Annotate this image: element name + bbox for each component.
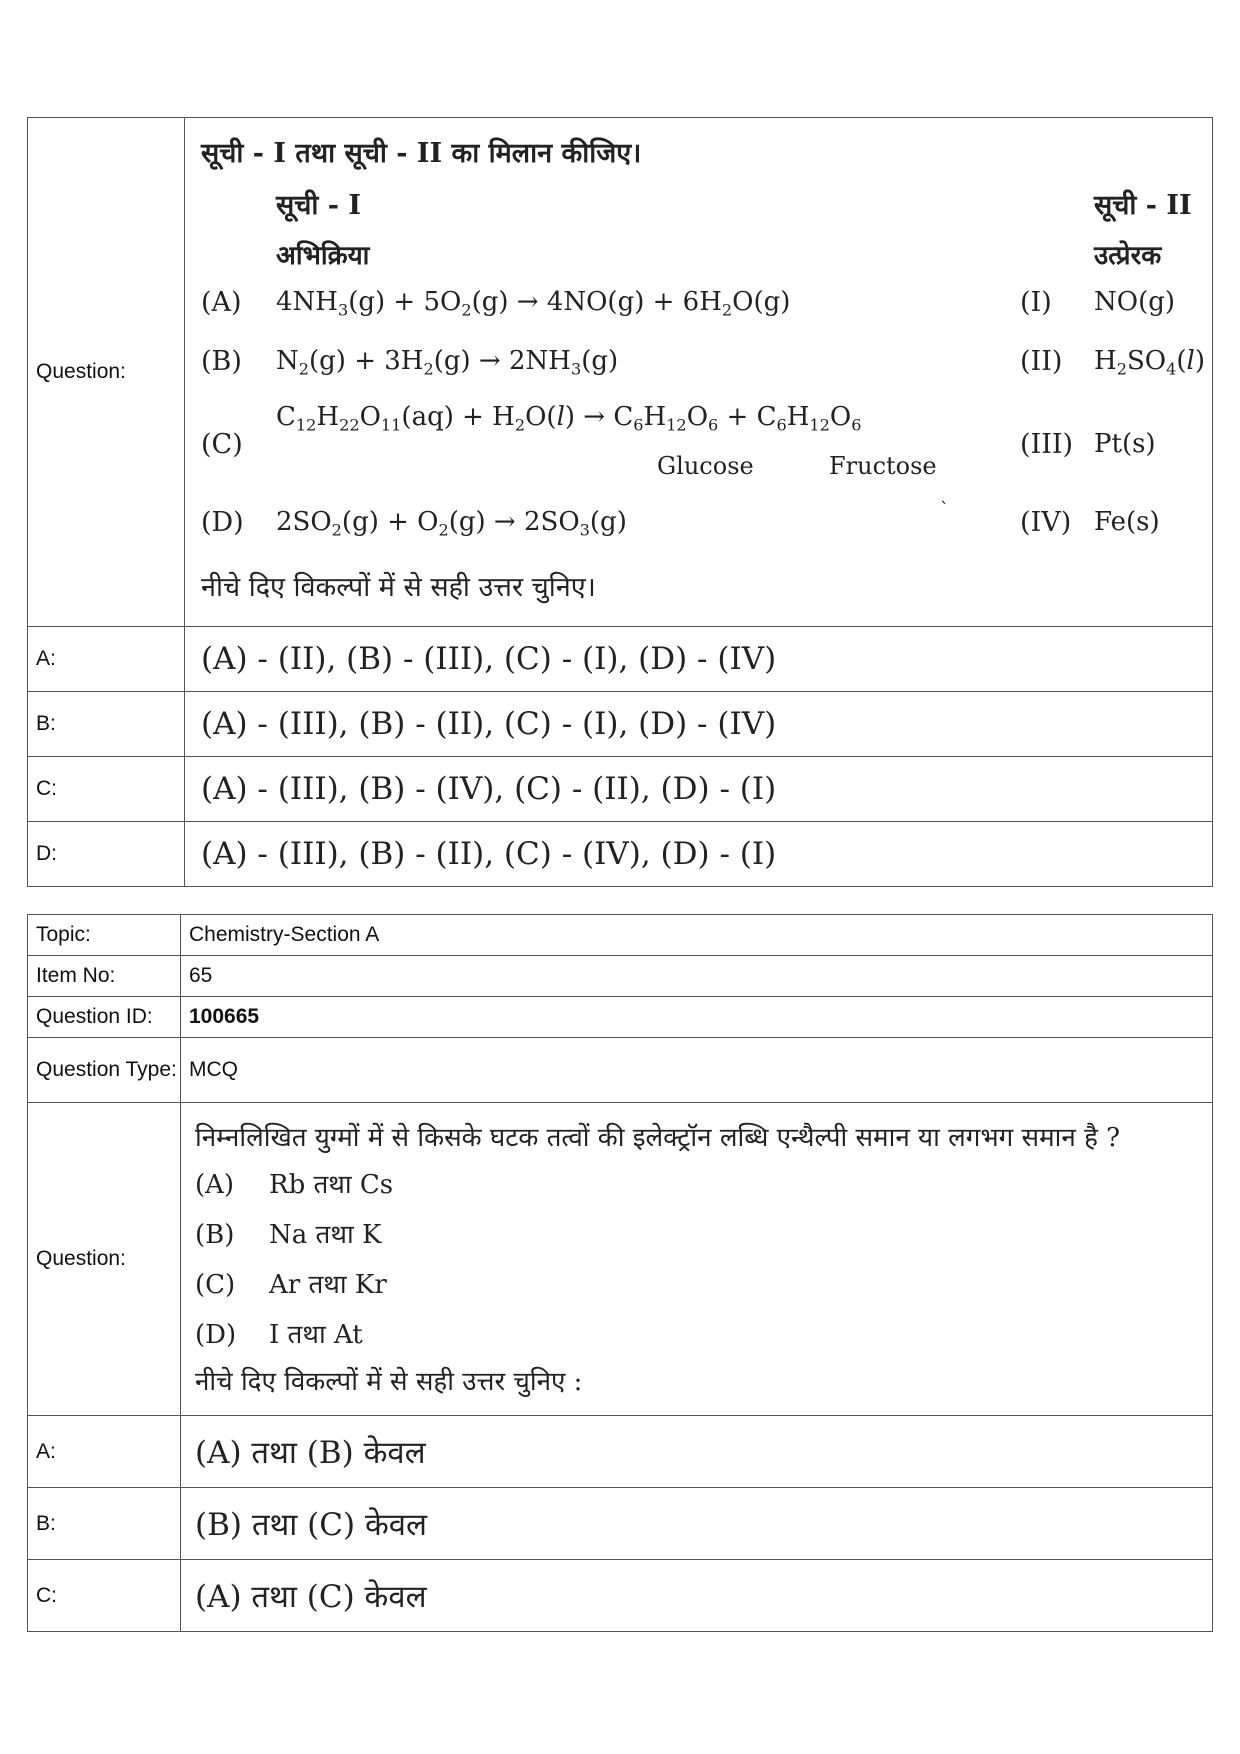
row-c-label: (C) [201, 428, 243, 460]
list1-title: सूची - I [276, 189, 362, 221]
pair-c: (C) Ar तथा Kr [195, 1270, 387, 1300]
question-label-2: Question: [28, 1103, 181, 1416]
row-iii-label: (III) [1020, 428, 1074, 460]
question-table-2 [27, 914, 1213, 1632]
option-c-text-2[interactable]: (A) तथा (C) केवल [181, 1560, 1213, 1632]
list2-title: सूची - II [1094, 189, 1192, 221]
option-a-text[interactable]: (A) - (II), (B) - (III), (C) - (I), (D) - (IV) [185, 627, 1213, 692]
option-c-label: C: [28, 757, 185, 822]
option-b-text[interactable]: (A) - (III), (B) - (II), (C) - (I), (D) - (IV) [185, 692, 1213, 757]
stray-mark: ` [940, 498, 949, 520]
fructose-label: Fructose [829, 451, 937, 480]
question-instruction: सूची - I तथा सूची - II का मिलान कीजिए। [201, 137, 642, 169]
question-type-value: MCQ [181, 1038, 1213, 1103]
reaction-c: $C_{12}H_{22}O_{11}(aq) + H_2O(l) \to C_6H_{12}O_6 + C_6H_{12}O_6$ [276, 401, 862, 435]
option-a-label-2: A: [28, 1416, 181, 1488]
list2-subtitle: उत्प्रेरक [1094, 240, 1162, 271]
question-content-2 [181, 1103, 1213, 1416]
option-a-label: A: [28, 627, 185, 692]
option-a-text-2[interactable]: (A) तथा (B) केवल [181, 1416, 1213, 1488]
item-no-value: 65 [181, 956, 1213, 997]
question-label: Question: [28, 118, 185, 627]
option-c-label-2: C: [28, 1560, 181, 1632]
pair-b: (B) Na तथा K [195, 1220, 382, 1250]
list1-subtitle: अभिक्रिया [276, 240, 370, 271]
glucose-label: Glucose [657, 451, 754, 480]
question-footer: नीचे दिए विकल्पों में से सही उत्तर चुनिए। [201, 571, 596, 603]
option-d-text[interactable]: (A) - (III), (B) - (II), (C) - (IV), (D) - (I) [185, 822, 1213, 887]
option-b-label-2: B: [28, 1488, 181, 1560]
topic-value: Chemistry-Section A [181, 915, 1213, 956]
row-d-label: (D) [201, 506, 244, 538]
question-table-1 [27, 117, 1213, 887]
reaction-d: $2SO_2(g) + O_2(g) \to 2SO_3(g)$ [276, 506, 627, 540]
item-no-label: Item No: [28, 956, 181, 997]
question-stem: निम्नलिखित युग्मों में से किसके घटक तत्वों की इलेक्ट्रॉन लब्धि एन्थैल्पी समान या लगभग समान है ? [195, 1123, 1121, 1153]
topic-label: Topic: [28, 915, 181, 956]
reaction-b: $N_2(g) + 3H_2(g) \to 2NH_3(g)$ [276, 345, 619, 379]
question-footer-2: नीचे दिए विकल्पों में से सही उत्तर चुनिए : [195, 1367, 583, 1397]
row-ii-label: (II) [1020, 345, 1063, 377]
question-content [185, 118, 1213, 627]
row-b-label: (B) [201, 345, 242, 377]
catalyst-iii: Pt(s) [1094, 428, 1156, 459]
reaction-a: $4NH_3(g) + 5O_2(g) \to 4NO(g) + 6H_2O(g)$ [276, 286, 791, 320]
question-id-label: Question ID: [28, 997, 181, 1038]
catalyst-ii: $H_2SO_4(l)$ [1094, 345, 1205, 379]
row-iv-label: (IV) [1020, 506, 1072, 538]
option-c-text[interactable]: (A) - (III), (B) - (IV), (C) - (II), (D) - (I) [185, 757, 1213, 822]
option-b-text-2[interactable]: (B) तथा (C) केवल [181, 1488, 1213, 1560]
pair-d: (D) I तथा At [195, 1320, 363, 1350]
catalyst-i: NO(g) [1094, 286, 1175, 317]
question-type-label: Question Type: [28, 1038, 181, 1103]
option-b-label: B: [28, 692, 185, 757]
catalyst-iv: Fe(s) [1094, 506, 1160, 537]
pair-a: (A) Rb तथा Cs [195, 1170, 394, 1200]
question-id-value: 100665 [181, 997, 1213, 1038]
option-d-label: D: [28, 822, 185, 887]
row-i-label: (I) [1020, 286, 1052, 318]
row-a-label: (A) [201, 286, 242, 318]
